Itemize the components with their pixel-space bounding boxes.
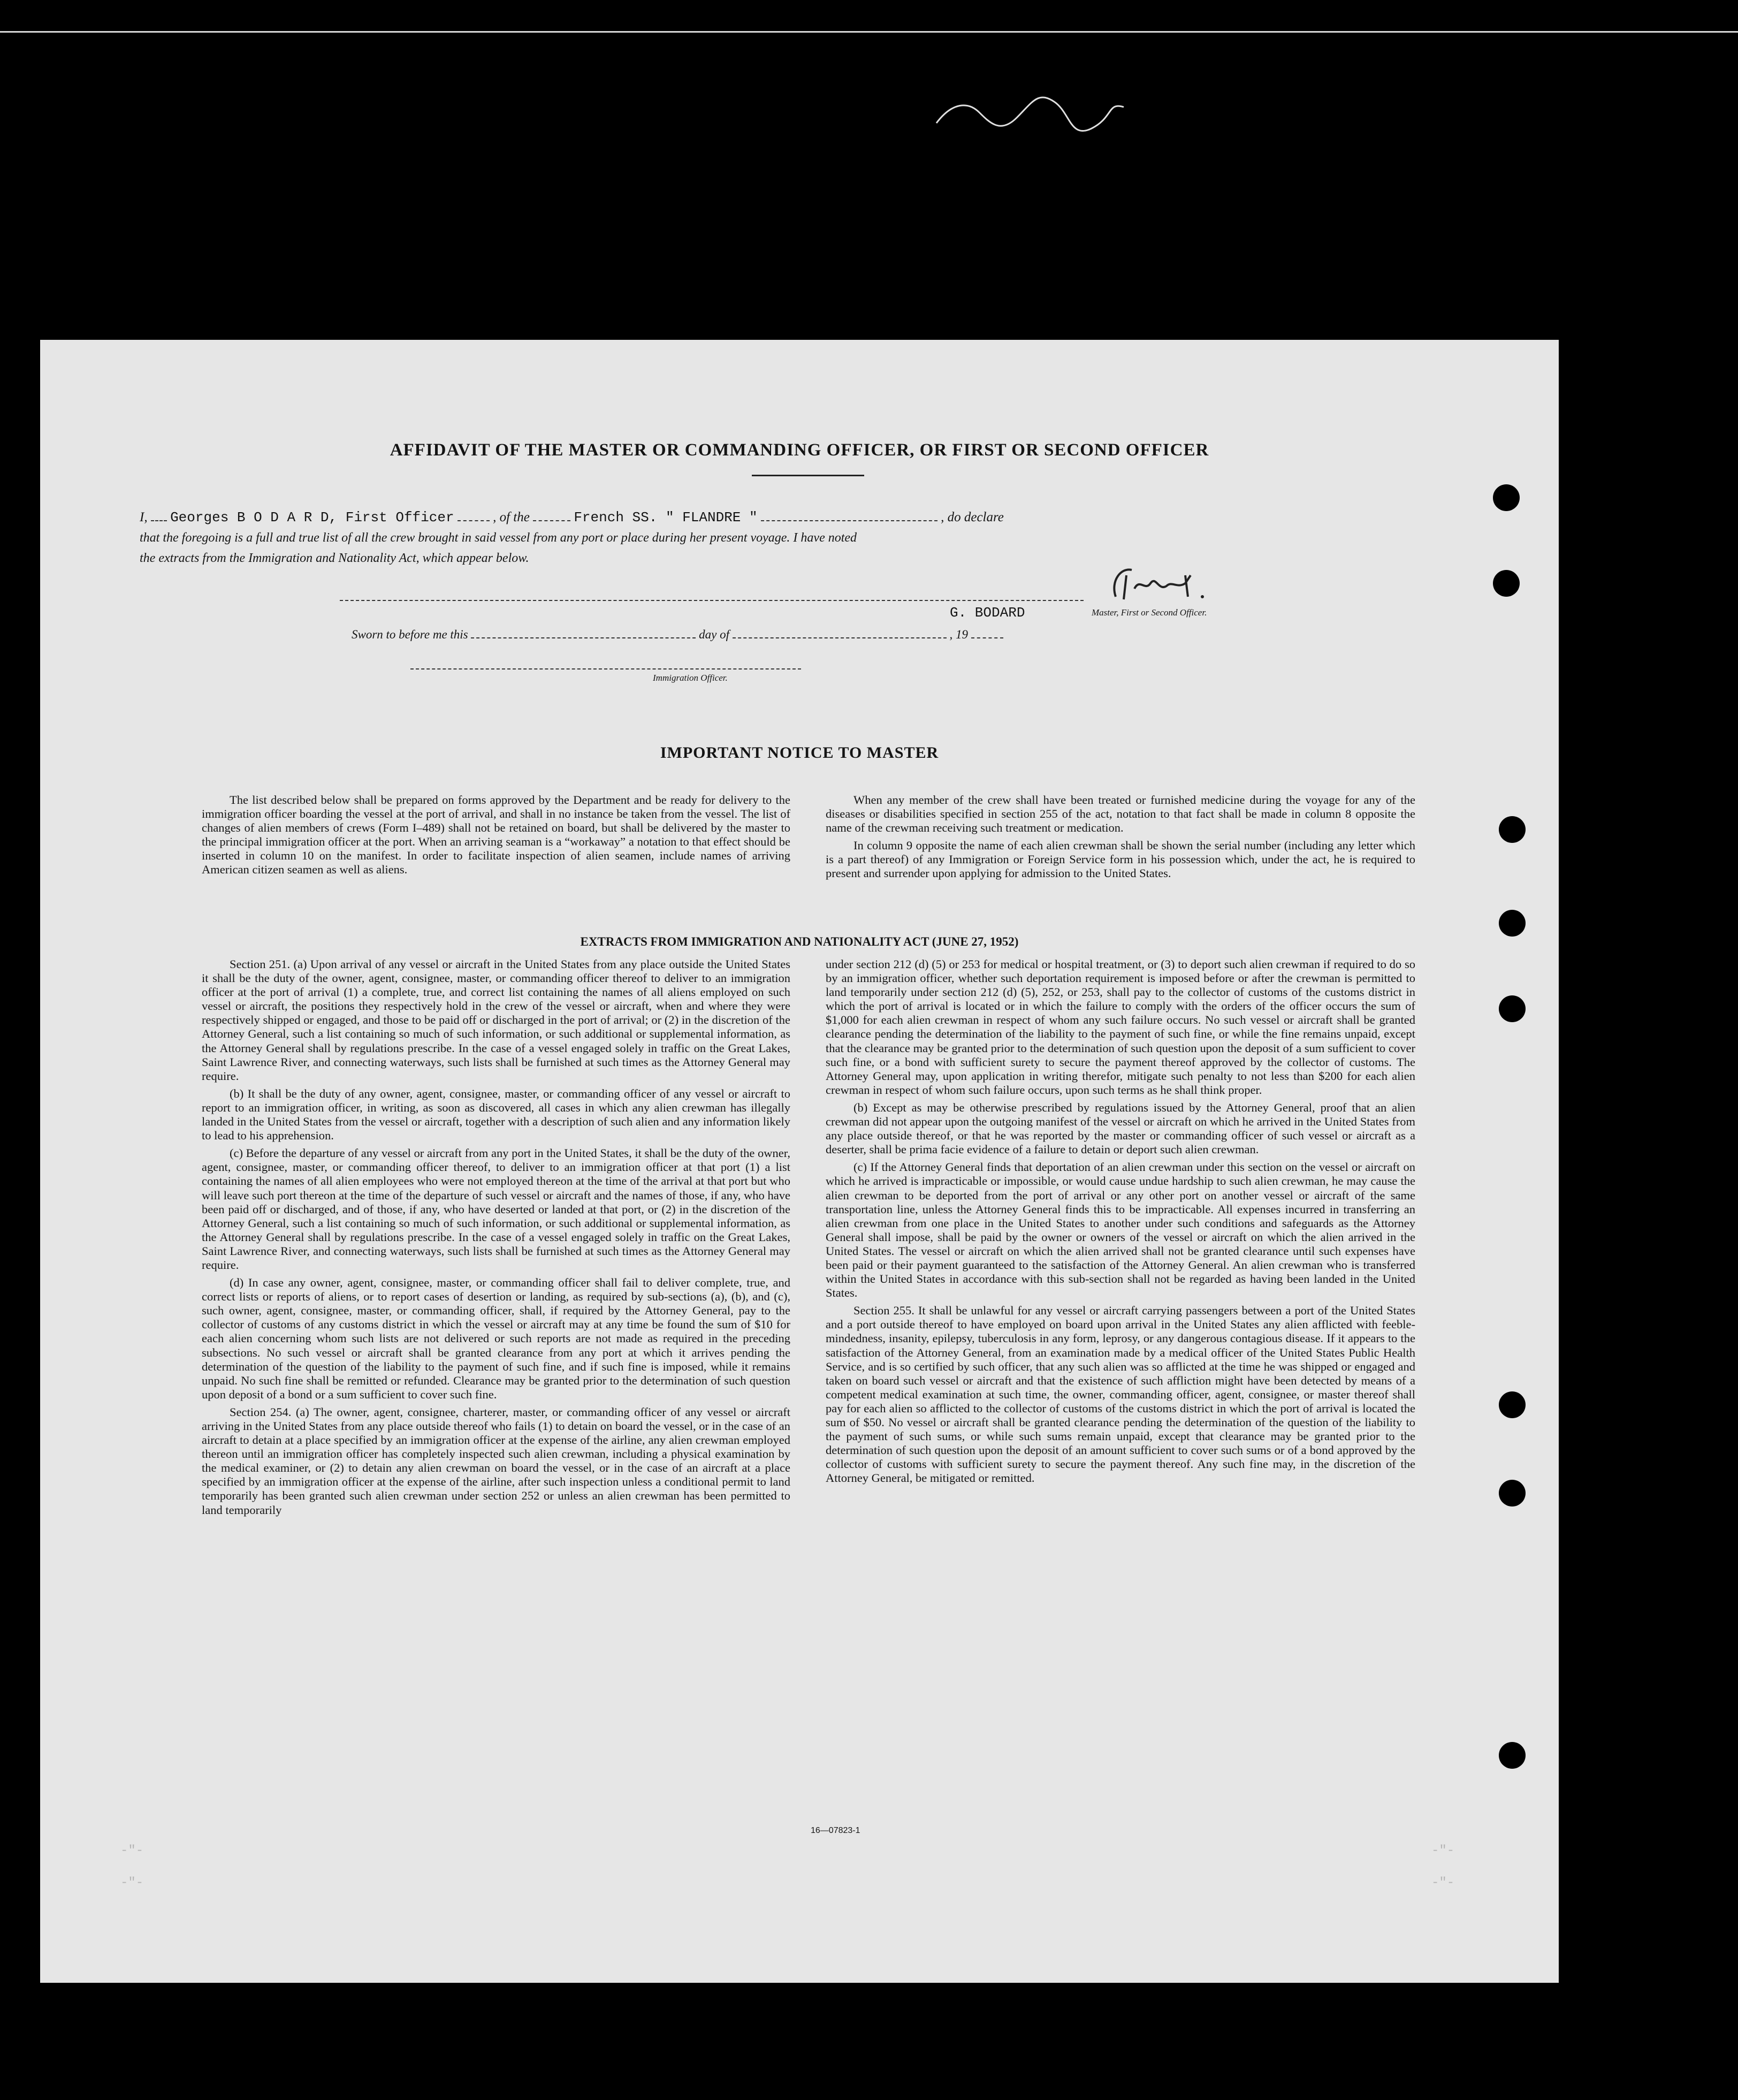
extracts-heading: EXTRACTS FROM IMMIGRATION AND NATIONALITY ACT (JUNE 27, 1952) bbox=[580, 935, 1019, 948]
fill-dashes bbox=[458, 508, 490, 521]
vessel-name: French SS. " FLANDRE " bbox=[574, 509, 758, 526]
bleed-through-mark: -"- bbox=[1431, 1876, 1455, 1890]
bleed-through-mark: -"- bbox=[120, 1876, 144, 1890]
declaration-line-1 bbox=[140, 508, 1004, 526]
bleed-through-mark: -"- bbox=[1431, 1844, 1455, 1858]
affidavit-title: AFFIDAVIT OF THE MASTER OR COMMANDING OFFICER, OR FIRST OR SECOND OFFICER bbox=[390, 440, 1209, 460]
scan-top-rule bbox=[0, 31, 1738, 33]
fill-dashes bbox=[471, 626, 696, 638]
punch-hole bbox=[1493, 570, 1520, 597]
notice-left-column bbox=[202, 793, 790, 881]
punch-hole bbox=[1499, 910, 1526, 937]
statute-paragraph: (c) Before the departure of any vessel or aircraft from any port in the United States, it shall be the duty of the owner, agent, consignee, master, or commanding officer thereof, to deliver to an immigration officer at that port (1) a list containing the names of all alien employees who were not employed thereon at the time of the arrival at that port but who will leave such port thereon at the time of the departure of such vessel or aircraft and the names of those, if any, who have been paid off or discharged, and of those, if any, who have deserted or landed at that port, or (2) in the discretion of the Attorney General, such a list containing so much of such information, or such additional or supplemental information, as the Attorney General shall by regulations prescribe. In the case of a vessel engaged solely in traffic on the Great Lakes, Saint Lawrence River, and connecting waterways, such lists shall be furnished at such times as the Attorney General may require. bbox=[202, 1146, 790, 1272]
statute-paragraph: (d) In case any owner, agent, consignee, master, or commanding officer shall fail to deliver complete, true, and correct lists or reports of aliens, or to report cases of desertion or landing, as required by sub-sections (a), (b), and (c), such owner, agent, consignee, master, or commanding officer, shall, if required by the Attorney General, pay to the collector of customs of any customs district in which the vessel or aircraft may at any time be found the sum of $10 for each alien concerning whom such lists are not delivered or such reports are not made as required in the preceding subsections. No such vessel or aircraft shall be granted clearance from any port at which it arrives pending the determination of the question of the liability to the payment of such fine, and if such fine is imposed, while it remains unpaid. No such fine shall be remitted or refunded. Clearance may be granted prior to the determination of such question upon deposit of a bond or a sum sufficient to cover such fine. bbox=[202, 1276, 790, 1401]
fill-dashes bbox=[733, 626, 947, 638]
statute-paragraph: (b) Except as may be otherwise prescribed by regulations issued by the Attorney General, proof that an alien crewman did not appear upon the outgoing manifest of the vessel or aircraft on which he arrived in the United States from any place outside thereof, or that he was reported by the master or commanding officer of such vessel or aircraft as a deserter, shall be prima facie evidence of a failure to detain or deport such alien crewman. bbox=[826, 1100, 1415, 1156]
notice-paragraph: In column 9 opposite the name of each alien crewman shall be shown the serial number (including any letter which is a part thereof) of any Immigration or Foreign Service form in his possession which, under the act, he is required to present and surrender upon applying for admission to the United States. bbox=[826, 839, 1415, 880]
statute-paragraph: (c) If the Attorney General finds that deportation of an alien crewman under this section on the vessel or aircraft on which he arrived is impracticable or impossible, or would cause undue hardship to such alien crewman, he may cause the alien crewman to be deported from the port of arrival or any other port on another vessel or aircraft of the same transportation line, unless the Attorney General finds this to be impracticable. All expenses incurred in transferring an alien crewman from one place in the United States to another under such conditions and safeguards as the Attorney General shall impose, shall be paid by the owner or owners of the vessel or aircraft on which the alien arrived in the United States. The vessel or aircraft on which the alien arrived shall not be granted clearance until such expenses have been paid or their payment guaranteed to the satisfaction of the Attorney General. An alien crewman who is transferred within the United States in accordance with this sub-section shall not be regarded as having been landed in the United States. bbox=[826, 1160, 1415, 1300]
day-label: day of bbox=[699, 628, 729, 641]
do-declare-label: , do declare bbox=[941, 510, 1004, 524]
notice-right-column bbox=[826, 793, 1415, 885]
punch-hole bbox=[1499, 816, 1526, 843]
signer-typed-name: G. BODARD bbox=[950, 605, 1025, 621]
punch-hole bbox=[1499, 1480, 1526, 1506]
signer-caption: Master, First or Second Officer. bbox=[1092, 607, 1207, 618]
pen-scribble-mark bbox=[931, 80, 1134, 155]
statute-paragraph: Section 251. (a) Upon arrival of any vessel or aircraft in the United States from any place outside the United States it shall be the duty of the owner, agent, consignee, master, or commanding officer thereof to deliver to an immigration officer at the port of arrival (1) a complete, true, and correct list containing the names of all aliens employed on such vessel or aircraft, the positions they respectively hold in the crew of the vessel or aircraft, when and where they were respectively shipped or engaged, and those to be paid off or discharged in the port of arrival; or (2) in the discretion of the Attorney General, such a list containing so much of such information, or such additional or supplemental information, as the Attorney General shall by regulations prescribe. In the case of a vessel engaged solely in traffic on the Great Lakes, Saint Lawrence River, and connecting waterways, such lists shall be furnished at such times as the Attorney General may require. bbox=[202, 957, 790, 1083]
form-number: 16—07823-1 bbox=[811, 1826, 860, 1835]
notice-paragraph: When any member of the crew shall have been treated or furnished medicine during the voyage for any of the diseases or disabilities specified in section 255 of the act, notation to that fact shall be made in column 8 opposite the name of the crewman receiving such treatment or medication. bbox=[826, 793, 1415, 835]
title-underline bbox=[752, 475, 864, 476]
bleed-through-mark: -"- bbox=[120, 1844, 144, 1858]
handwritten-signature bbox=[1105, 559, 1212, 607]
punch-hole bbox=[1499, 995, 1526, 1022]
declaration-line-2: that the foregoing is a full and true list of all the crew brought in said vessel from any port or place during her present voyage. I have noted bbox=[140, 531, 857, 545]
fill-dashes bbox=[151, 508, 167, 521]
extracts-right-column bbox=[826, 957, 1415, 1489]
fill-dashes bbox=[971, 626, 1003, 638]
signature-line bbox=[340, 600, 1084, 601]
fill-dashes bbox=[533, 508, 570, 521]
officer-signature-line bbox=[410, 668, 801, 669]
punch-hole bbox=[1499, 1742, 1526, 1769]
declaration-line-3: the extracts from the Immigration and Nationality Act, which appear below. bbox=[140, 551, 529, 565]
sworn-line bbox=[352, 626, 1003, 642]
statute-paragraph: Section 254. (a) The owner, agent, consignee, charterer, master, or commanding officer of any vessel or aircraft arriving in the United States from any place outside thereof who fails (1) to detain on board the vessel, or in the case of an aircraft to detain at a place specified by an immigration officer at the expense of the airline, any alien crewman employed thereon until an immigration officer has completely inspected such alien crewman, including a physical examination by the medical examiner, or (2) to detain any alien crewman on board the vessel, or in the case of an aircraft at a place specified by an immigration officer at the expense of the airline, after such inspection unless a conditional permit to land temporarily has been granted such alien crewman under section 252 or unless an alien crewman has been permitted to land temporarily bbox=[202, 1405, 790, 1517]
statute-paragraph: under section 212 (d) (5) or 253 for medical or hospital treatment, or (3) to deport such alien crewman if required to do so by an immigration officer, whether such deportation requirement is imposed before or after the crewman is permitted to land temporarily under section 212 (d) (5), 252, or 253, shall pay to the collector of customs of the customs district in which the port of arrival is located or in which the failure to comply with the orders of the officer occurs the sum of $1,000 for each alien crewman in respect of whom any such failure occurs. No such vessel or aircraft shall be granted clearance pending the determination of the liability to the payment of such fine, or while the fine remains unpaid, except that the clearance may be granted prior to the determination of such question upon the deposit of a sum sufficient to cover such fine, or a bond with sufficient surety to secure the payment thereof approved by the collector of customs. The Attorney General may, upon application in writing therefor, mitigate such penalty to not less than $200 for each alien crewman in respect of whom such failure occurs, upon such terms as he shall think proper. bbox=[826, 957, 1415, 1097]
punch-hole bbox=[1493, 484, 1520, 511]
notice-heading: IMPORTANT NOTICE TO MASTER bbox=[660, 744, 939, 762]
statute-paragraph: Section 255. It shall be unlawful for any vessel or aircraft carrying passengers between a port of the United States and a port outside thereof to have employed on board upon arrival in the United States any alien afflicted with feeble-mindedness, insanity, epilepsy, tuberculosis in any form, leprosy, or any dangerous contagious disease. If it appears to the satisfaction of the Attorney General, from an examination made by a medical officer of the United States Public Health Service, and is so certified by such officer, that any such alien was so afflicted at the time he was shipped or engaged and taken on board such vessel or aircraft and that the existence of such affliction might have been detected by means of a competent medical examination at such time, the owner, commanding officer, agent, consignee, or master thereof shall pay for each alien so afflicted to the collector of customs of the customs district in which the port of arrival is located the sum of $50. No vessel or aircraft shall be granted clearance pending the determination of the question of the liability to the payment of such sums, or while such sums remain unpaid, except that clearance may be granted prior to the determination of such question upon the deposit of an amount sufficient to cover such sums or of a bond approved by the collector of customs with sufficient surety to secure the payment thereof. Any such fine may, in the discretion of the Attorney General, be mitigated or remitted. bbox=[826, 1304, 1415, 1485]
affidavit-page bbox=[40, 340, 1559, 1983]
year-label: , 19 bbox=[949, 628, 968, 641]
notice-paragraph: The list described below shall be prepared on forms approved by the Department and be ready for delivery to the immigration officer boarding the vessel at the port of arrival, and shall in no instance be taken from the vessel. The list of changes of alien members of crews (Form I–489) shall not be retained on board, but shall be delivered by the master to the principal immigration officer at the port. When an arriving seaman is a “workaway” a notation to that effect should be inserted in column 10 on the manifest. In order to facilitate inspection of alien seamen, include names of arriving American citizen seamen as well as aliens. bbox=[202, 793, 790, 877]
officer-caption: Immigration Officer. bbox=[653, 673, 728, 683]
of-the-label: , of the bbox=[493, 510, 530, 524]
declaration-prefix: I, bbox=[140, 510, 148, 524]
sworn-label: Sworn to before me this bbox=[352, 628, 468, 641]
punch-hole bbox=[1499, 1391, 1526, 1418]
fill-dashes bbox=[761, 508, 937, 521]
extracts-left-column bbox=[202, 957, 790, 1521]
statute-paragraph: (b) It shall be the duty of any owner, agent, consignee, master, or commanding officer of any vessel or aircraft to report to an immigration officer, in writing, as soon as discovered, all cases in which any alien crewman has illegally landed in the United States from the vessel or aircraft, together with a description of such alien and any information likely to lead to his apprehension. bbox=[202, 1086, 790, 1143]
declarant-name: Georges B O D A R D, First Officer bbox=[170, 509, 454, 526]
